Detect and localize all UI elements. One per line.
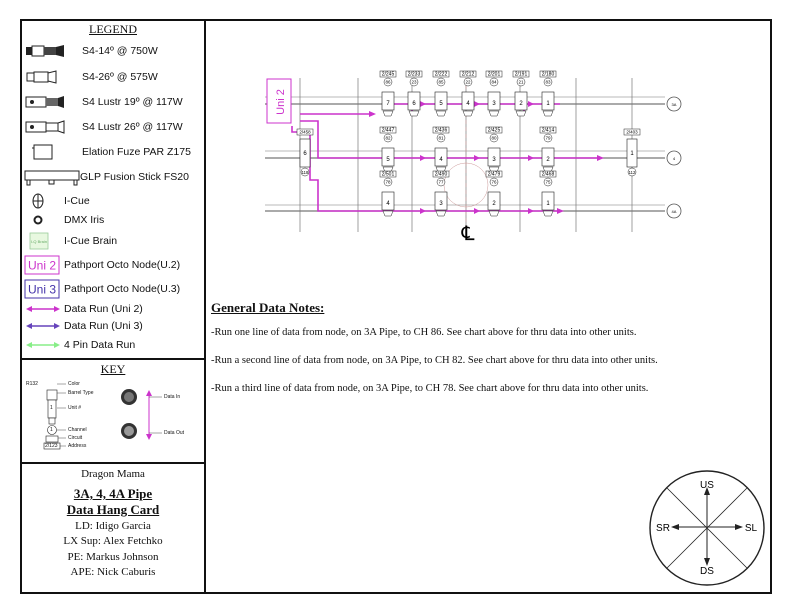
fixture-4a-1 xyxy=(540,171,556,216)
fixture-3a-5 xyxy=(433,71,449,116)
fixture-unit: 3 xyxy=(439,201,443,207)
fixture-channel: 86 xyxy=(385,79,391,85)
fixture-channel: 112 xyxy=(628,169,636,175)
fixture-unit: 1 xyxy=(546,101,550,107)
compass-ds: DS xyxy=(700,566,714,577)
fixture-unit: 5 xyxy=(439,101,443,107)
fixture-address: 2/403 xyxy=(626,129,638,135)
legend-label: DMX Iris xyxy=(64,214,105,226)
fixture-address: 2/191 xyxy=(514,71,528,78)
fixture-unit: 2 xyxy=(519,101,523,107)
fixture-address: 2/458 xyxy=(299,129,311,135)
fixture-channel: 23 xyxy=(411,79,417,85)
fixture-3a-3 xyxy=(486,71,502,116)
legend-label: S4-26º @ 575W xyxy=(82,71,158,83)
fixture-unit: 1 xyxy=(546,201,550,207)
legend-label: 4 Pin Data Run xyxy=(64,339,136,351)
key-title: KEY xyxy=(100,362,126,376)
key-address-label: Address xyxy=(68,443,87,449)
compass-rose xyxy=(650,471,764,585)
fixture-address: 2/222 xyxy=(434,71,448,78)
fixture-unit: 4 xyxy=(439,157,443,163)
pe-credit: PE: Markus Johnson xyxy=(67,551,159,563)
note-line-1: -Run one line of data from node, on 3A Pipe, to CH 86. See chart above for thru data into other units. xyxy=(211,327,637,338)
fixture-address: 2/233 xyxy=(407,71,421,78)
fixture-channel: 76 xyxy=(491,179,497,185)
fixtures-layer xyxy=(297,71,640,216)
ld-credit: LD: Idigo Garcia xyxy=(75,520,151,532)
key-circuit-label: Circuit xyxy=(68,435,83,441)
key-unit-value: 1 xyxy=(50,405,53,411)
fixture-channel: 81 xyxy=(438,135,444,141)
fixture-4-3 xyxy=(486,127,502,172)
fixture-4-4 xyxy=(433,127,449,172)
note-line-3: -Run a third line of data from node, on 3A Pipe, to CH 78. See chart above for thru data into other units. xyxy=(211,383,649,394)
fixture-channel: 80 xyxy=(491,135,497,141)
key-address-value: 2/123 xyxy=(45,443,58,449)
key-barrel-label: Barrel Type xyxy=(68,390,94,396)
fixture-3a-2 xyxy=(513,71,529,116)
compass-us: US xyxy=(700,480,714,491)
compass-sl: SL xyxy=(744,523,758,534)
fixture-channel: 79 xyxy=(545,135,551,141)
key-data-in-label: Data In xyxy=(164,394,181,400)
fixture-3a-4 xyxy=(460,71,476,116)
legend-label: Data Run (Uni 2) xyxy=(64,303,143,315)
fixture-unit: 5 xyxy=(386,157,390,163)
pipe-tags xyxy=(667,97,681,218)
fixture-channel: 118 xyxy=(301,169,309,175)
pipe-tag-4a: 4A xyxy=(671,209,677,214)
fixture-address: 2/201 xyxy=(487,71,501,78)
legend-label: Pathport Octo Node(U.3) xyxy=(64,283,181,295)
fixture-unit: 7 xyxy=(386,101,390,107)
fixture-address: 2/425 xyxy=(487,127,501,134)
fixture-address: 2/245 xyxy=(381,71,395,78)
fixture-3a-1 xyxy=(540,71,556,116)
legend-label: I-Cue xyxy=(64,195,90,207)
show-name: Dragon Mama xyxy=(81,468,145,480)
fixture-address: 2/436 xyxy=(434,127,448,134)
centerline-symbol: ℄ xyxy=(461,223,475,245)
fixture-unit: 2 xyxy=(492,201,496,207)
fixture-3a-7 xyxy=(380,71,396,116)
fixture-unit: 3 xyxy=(492,157,496,163)
fixture-4a-3 xyxy=(433,171,449,216)
fixture-4a-4 xyxy=(380,171,396,216)
fixture-4a-2 xyxy=(486,171,502,216)
fixture-3a-6 xyxy=(406,71,422,116)
fixture-unit: 3 xyxy=(492,101,496,107)
legend-label: Data Run (Uni 3) xyxy=(64,320,143,332)
fixture-address: 2/447 xyxy=(381,127,395,134)
key-unit-label: Unit # xyxy=(68,405,82,411)
fixture-address: 2/501 xyxy=(381,171,395,178)
fixture-channel: 83 xyxy=(545,79,551,85)
title-line2: Data Hang Card xyxy=(66,502,160,517)
fixture-unit: 1 xyxy=(630,151,634,157)
ape-credit: APE: Nick Caburis xyxy=(70,566,156,578)
node-uni2 xyxy=(267,79,291,123)
legend-label: S4 Lustr 26º @ 117W xyxy=(82,121,183,133)
legend-label: S4 Lustr 19º @ 117W xyxy=(82,96,183,108)
general-data-notes xyxy=(211,300,767,394)
legend-label: S4-14º @ 750W xyxy=(82,45,158,57)
key-channel-value: 1 xyxy=(50,427,53,433)
fixture-channel: 77 xyxy=(438,179,444,185)
fixture-channel: 85 xyxy=(438,79,444,85)
title-line1: 3A, 4, 4A Pipe xyxy=(73,486,153,501)
fixture-unit: 6 xyxy=(412,101,416,107)
note-line-2: -Run a second line of data from node, on 3A Pipe, to CH 82. See chart above for thru data into other units. xyxy=(211,355,658,366)
node-uni2-label: Uni 2 xyxy=(275,89,287,115)
node-u3-icon-text: Uni 3 xyxy=(27,282,57,297)
fixture-address: 2/414 xyxy=(541,127,555,134)
legend-label: GLP Fusion Stick FS20 xyxy=(80,171,189,183)
compass-sr: SR xyxy=(656,523,670,534)
icue-brain-icon-text: I-Q Brain xyxy=(30,239,48,244)
fixture-4-2 xyxy=(540,127,556,172)
pipe-tag-3a: 3A xyxy=(671,102,677,107)
fixture-channel: 22 xyxy=(465,79,471,85)
legend-label: Elation Fuze PAR Z175 xyxy=(82,146,191,158)
lx-sup-credit: LX Sup: Alex Fetchko xyxy=(63,535,163,547)
fixture-unit: 2 xyxy=(546,157,550,163)
fixture-address: 2/180 xyxy=(541,71,555,78)
key-color-label: Color xyxy=(68,381,80,387)
fixture-unit: 4 xyxy=(386,201,390,207)
node-u2-icon-text: Uni 2 xyxy=(27,258,57,273)
pipe-tag-4: 4 xyxy=(672,156,676,161)
fixture-unit: 6 xyxy=(303,151,307,157)
legend-label: Pathport Octo Node(U.2) xyxy=(64,259,181,271)
key-channel-label: Channel xyxy=(68,427,87,433)
fixture-unit: 4 xyxy=(466,101,470,107)
legend-title: LEGEND xyxy=(89,22,137,36)
fixture-address: 2/212 xyxy=(461,71,475,78)
fixture-address: 2/468 xyxy=(541,171,555,178)
fixture-channel: 84 xyxy=(491,79,497,85)
fixture-channel: 21 xyxy=(518,79,524,85)
fixture-address: 2/490 xyxy=(434,171,448,178)
fixture-address: 2/479 xyxy=(487,171,501,178)
key-data-out-label: Data Out xyxy=(164,430,185,436)
fixture-channel: 75 xyxy=(545,179,551,185)
fixture-4-5 xyxy=(380,127,396,172)
notes-heading: General Data Notes: xyxy=(211,300,325,315)
fixture-channel: 78 xyxy=(385,179,391,185)
key-color-value: R132 xyxy=(26,381,38,387)
legend-label: I-Cue Brain xyxy=(64,235,118,247)
fixture-channel: 82 xyxy=(385,135,391,141)
